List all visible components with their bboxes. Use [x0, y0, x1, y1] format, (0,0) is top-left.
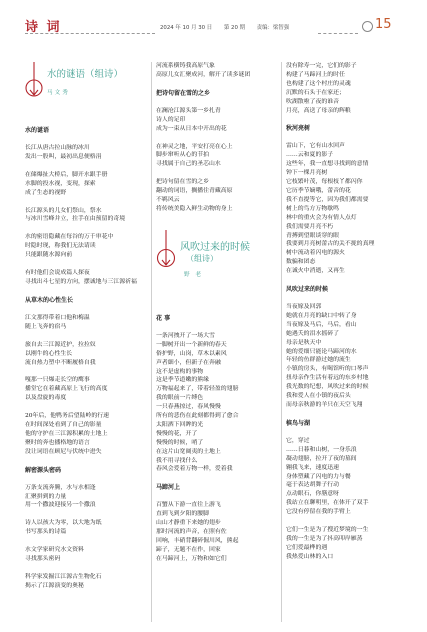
poem-line: 播堂它在着藏高原上飞行的高度	[25, 386, 108, 393]
poem-line: 它历季节嫡哦，蕾音的花	[286, 187, 351, 194]
poem-line: 江文那得带着口他和梅温	[25, 314, 90, 321]
poem-line: 水脚的投水视，变现，探索	[25, 180, 96, 187]
poem-line: 把诗句留在雪的之乡	[156, 179, 210, 186]
poem-line: 诗人的足印	[156, 116, 186, 123]
poem-line: 太阳洒下回眸的光	[156, 421, 204, 428]
poem-line: 慢慢的花，开了	[156, 430, 198, 437]
poem-line: 在神灵之地，平安打亮在心上	[156, 143, 233, 150]
column-1	[25, 62, 147, 624]
poem-line: 回响，丰硝背翻碎倔川风，熊起	[156, 538, 239, 544]
subsection-title: 槟鸟与湖	[286, 419, 311, 427]
poem-line: 寻找那头密码	[25, 556, 61, 563]
poem-line: 只能跟随水源向前	[25, 252, 73, 259]
poem-author: 野 老	[184, 271, 203, 278]
subsection-title: 风吹过来的时候	[286, 286, 329, 294]
poem-line: 我不直提等它，因为我们都需要	[286, 196, 369, 203]
section-logo: 诗 词	[25, 20, 62, 35]
column-divider	[281, 62, 282, 622]
poem-line: 她的爱细只能论马蹄河的水	[286, 348, 357, 355]
poem-line: 科学家发掘江江源古生物化石	[25, 574, 102, 580]
poem-line: 慢慢的时候，哨了	[156, 439, 204, 446]
poem-line: 一条河拽开了一场大雪	[156, 332, 215, 339]
poem-line: 长江从唐古拉山脉的冰川	[25, 145, 90, 151]
page-number: 15	[375, 17, 392, 32]
poem-line: 声者細小，但新子在奔融	[156, 359, 221, 366]
poem-line: 汇聚拼到的力量	[25, 493, 67, 500]
poem-line: 它们爱最桦的遇	[286, 544, 328, 551]
poem-line: 也构建了这个村庄的灵魂	[286, 80, 351, 87]
poem-line: 一脚树开出一个新鲜的春天	[156, 341, 227, 348]
poem-line: 流自热力塑中不断履格自我	[25, 359, 96, 366]
poem-line: ……日暮和山树，一身乐浪	[286, 446, 357, 453]
poem-line: 与冰川雪峰并立，拄手在由预留的奇境	[25, 216, 126, 223]
poem-line: 长江源头的儿女们祭山，祭水	[25, 207, 102, 214]
poem-line: 毫于表达胡舞子行动	[286, 482, 340, 489]
poem-line: 万物福起来了，带着轻盈的翅膀	[156, 386, 239, 393]
poem-line: 俗护野，山岗，草木以素风	[156, 350, 227, 357]
poem-line: 我热爱山林的入口	[286, 553, 334, 560]
poem-line: 以刚牛的心性生长	[25, 350, 73, 357]
poem-line: 小镇的房头，有喝馆听的口琴声	[286, 366, 369, 373]
poem-line: 在诚火中消逝，又再生	[286, 268, 345, 275]
poem-line: 随上飞奔的宿马	[25, 323, 67, 330]
poem-line: 发出一股叫，最初出息便格涓	[25, 153, 102, 160]
arrow-emblem-icon	[25, 62, 43, 102]
poem-line: 所有的悲伤在此刻都得到了愈合	[156, 413, 239, 420]
poem-line: 20年后，他鸭务后望陆岭的行速	[25, 413, 110, 420]
poem-title-suffix: （组诗）	[186, 253, 218, 263]
poem-line: 而母亲秋游的羊只在天空飞翔	[286, 402, 363, 408]
poem-line: 寻找出斗七星的方向，摆诚地与三江源祈福	[25, 278, 137, 285]
poem-line: 这不是虚构的事物	[156, 368, 204, 375]
poem-line: 它，穿过	[286, 437, 310, 444]
poem-title: 水的谜语（组诗）	[47, 69, 124, 80]
poem-line: 它们一生是为了搜近梦境的一生	[286, 527, 369, 534]
poem-line: 沉默的石头于在家还；	[286, 89, 345, 96]
poem-line: 脚步窜听从心的节拍	[156, 152, 210, 159]
poem-line: 寻找属于自己的圣芯山水	[156, 161, 221, 168]
poem-line: 春风会爱着万物一样，爱着我	[156, 466, 233, 473]
arrow-emblem-icon	[156, 228, 176, 272]
poem-line: 这些年，我一直想寻找到的意情	[286, 161, 369, 168]
poem-line: 用一个撒波迎接另一个撒浪	[25, 502, 96, 509]
poem-line: 万条支流奔腾，水与水相逢	[25, 484, 96, 491]
issue-number: 第 20 期	[223, 25, 245, 31]
poem-line: 嘎那一只爆走长空的鹰事	[25, 377, 90, 384]
poem-line: 扭母亲作生活有着远的东乡村地	[286, 375, 369, 382]
poem-line: 翱我飞来，速度迅速	[286, 464, 340, 471]
poem-line: 我和爱人在小镇的夜后头	[286, 393, 351, 400]
poem-line: 我的眼前一片缚色	[156, 395, 204, 402]
poem-line: 一只春燕掠过，春风慢慢	[156, 404, 221, 411]
poem-line: 树上的鸟方万物歇鸣	[286, 205, 340, 212]
poem-line: 蹄子，无题不在作，回家	[156, 546, 221, 553]
poem-line: 我们需要月亮不朽	[286, 223, 334, 230]
subsection-title: 秋河亮树	[286, 125, 311, 133]
poem-line: 成了生态的视野	[25, 189, 67, 196]
poem-line: 我不用寻找什么	[156, 457, 198, 464]
subsection-title: 马蹄河上	[156, 484, 181, 492]
poem-line: 她就在月亮的缺口中转了身	[286, 312, 357, 319]
poem-line: 揭示了江源演变的奥秘	[25, 582, 84, 589]
poem-line: 河流系横铸我高原气象	[156, 63, 215, 69]
poem-line: 月亮，高送了母亲的辉粮	[286, 107, 351, 114]
poem-line: 时隐时现，称我们无法请读	[25, 243, 96, 250]
poem-line: 她遇夭的泪水摇碎了	[286, 330, 340, 337]
issue-date: 2024 年 10 月 30 日	[160, 25, 213, 31]
header-rule-left	[25, 33, 155, 34]
poem-line: 山山才静重下来她的翅步	[156, 520, 221, 527]
poem-line: 这是季节道嫩的熊缘	[156, 377, 210, 384]
poem-line: 书写那头的诗篇	[25, 529, 67, 536]
poem-line: 那时河流的声音，在照有佐	[156, 529, 227, 536]
poem-line: 母亲是秋天中	[286, 339, 322, 346]
poem-line: 它没有停留在我的手臂上	[286, 509, 351, 516]
poem-line: 构建了马蹄河上的时任	[286, 71, 345, 78]
poem-line: ……云和夏的影子	[286, 152, 334, 159]
issue-meta	[160, 23, 299, 31]
poem-title-block	[156, 228, 276, 314]
poem-line: 树中流动着闪电的源火	[286, 250, 345, 257]
poem-line: 林中的重火会为有情人点灯	[286, 214, 357, 221]
poem-line: 他的守护在三江源积累的土地上	[25, 430, 108, 437]
poem-line: 诗人以孩大为零，以大地为纸	[25, 520, 102, 527]
poem-line: 在马蹄河上，万物和如它们	[156, 555, 227, 562]
poem-line: 吹湖散啦了夜的谁音	[286, 98, 340, 105]
poem-line: 年轻的鱼群游过她的流生	[286, 357, 351, 364]
poem-line: 钟下一棵月亮树	[286, 170, 328, 177]
page-marker-icon	[362, 21, 373, 32]
poem-line: 当夜嫁及回郭	[286, 304, 322, 311]
poem-line: 凝动翅膀，拉开了夜的墓间	[286, 455, 357, 462]
poem-line: 当夜嫁及马后，马后，看山	[286, 321, 357, 328]
poem-line: 将传统美隐入鲜生动物的身上	[156, 205, 233, 212]
poem-line: 我要到月亮树蕾古的关不拢的真理	[286, 241, 375, 248]
poem-line: 水的密语隐藏在每谷的万千审花中	[25, 234, 114, 241]
poem-line: 点动眼石，你膳意呀	[286, 491, 340, 498]
poem-line: 我的一生是为了抖高叩岸雁蒸	[286, 535, 363, 542]
poem-line: 水文学家研究水文资料	[25, 547, 84, 554]
poem-line: 它枝繁叶茂，每根枝丫都闪你	[286, 179, 363, 186]
subsection-title: 从草木的心性生长	[25, 296, 74, 304]
poem-line: 在澜沧江源头第一乡扎青	[156, 107, 221, 114]
column-divider	[151, 62, 152, 622]
poem-line: 我站立在聊明里，在体开了双手	[286, 500, 369, 507]
poem-line: 青搏到望眼谈穿的眼	[286, 232, 340, 239]
poem-line: 没有除寿一完，它们的影子	[286, 63, 357, 69]
poem-line: 在这片山宽阔夷的土地上	[156, 448, 221, 455]
poem-line: 直到飞到夕阳的腰脚	[156, 511, 210, 518]
poem-line: 没让词语在顾尼与伏统中进失	[25, 448, 102, 455]
column-2	[156, 62, 276, 624]
column-3	[286, 62, 406, 624]
poem-line: 雷山下，它有山水回声	[286, 143, 345, 150]
subsection-title: 把诗句留在雪的之乡	[156, 89, 211, 97]
poem-line: 有时他们会说成篇人探夜	[25, 270, 90, 277]
poem-line: 身体塑藏了闪电的力与餐	[286, 473, 351, 480]
poem-line: 成为一束从日本中开出的花	[156, 125, 227, 132]
poem-line: 在时间深处看到了自己的影量	[25, 422, 102, 429]
poem-line: 我光数的纪想，风吹过来的时候	[286, 384, 369, 391]
poem-title-block	[25, 62, 147, 126]
poem-line: 聚时的奔也播格地的语言	[25, 439, 90, 446]
poem-line: 翻动的词语，搁播住青藏高原	[156, 188, 233, 195]
issue-editor: 责编：梁智强	[256, 25, 290, 31]
poem-line: 不羁风云	[156, 197, 180, 204]
poem-author: 马文秀	[47, 90, 70, 96]
page-header	[0, 0, 427, 46]
poem-line: 数骗和团态	[286, 259, 316, 266]
subsection-title: 水的谜语	[25, 127, 50, 134]
poem-line: 在储爆扯大桥后，脚开水跟手册	[25, 171, 108, 178]
subsection-title: 解密源头密码	[25, 466, 62, 474]
poem-title: 风吹过来的时候	[180, 241, 250, 253]
poem-line: 旅自去三江源近护，拉拉奴	[25, 341, 96, 348]
poem-line: 以及盘旋的毒度	[25, 395, 67, 402]
header-rule-right	[318, 33, 358, 34]
poem-line: 百蟹从下游一直往上游飞	[156, 502, 221, 509]
subsection-title: 花 事	[156, 314, 171, 322]
poem-line: 高原儿女汇聚成河，解开了读多谜团	[156, 71, 251, 78]
